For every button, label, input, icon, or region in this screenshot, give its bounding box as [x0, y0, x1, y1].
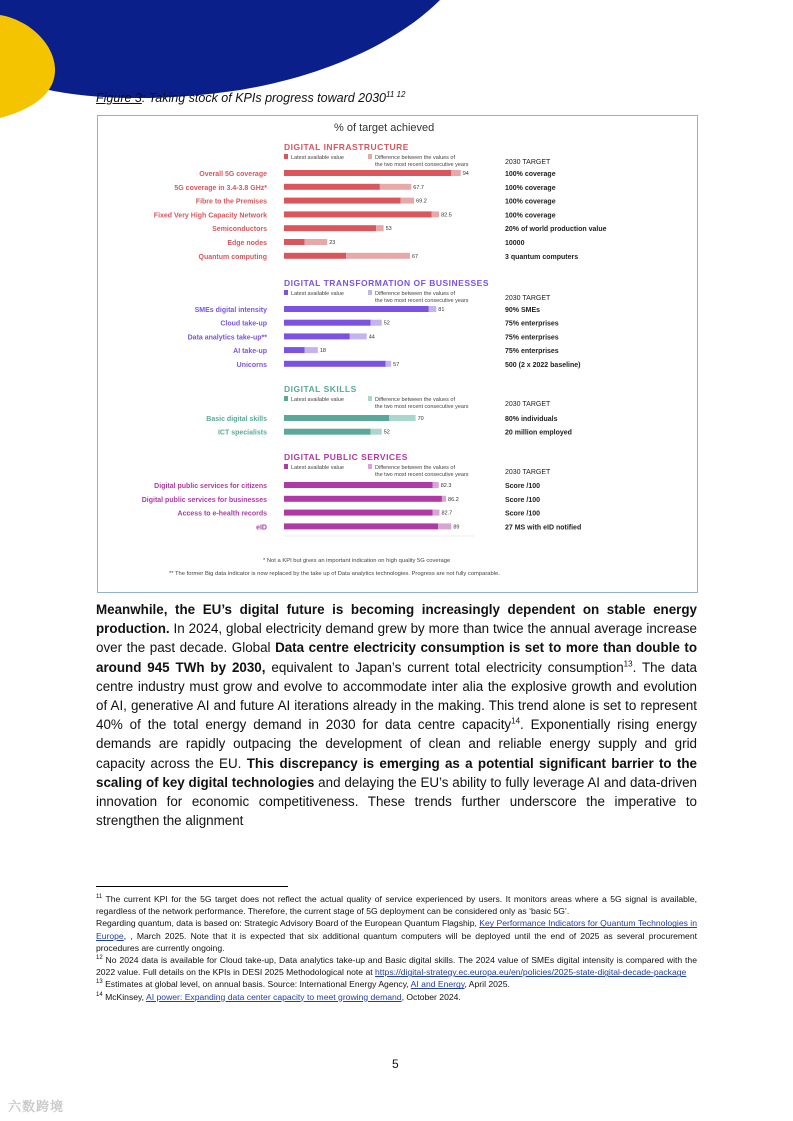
- kpi-chart: [97, 115, 698, 593]
- bar-diff: [438, 523, 451, 529]
- body-paragraph: [96, 600, 697, 830]
- target-value: 500 (2 x 2022 baseline): [505, 361, 581, 369]
- legend-diff-label-2: the two most recent consecutive years: [375, 162, 469, 168]
- bar-diff: [432, 211, 440, 217]
- row-label: Data analytics take-up**: [187, 334, 267, 342]
- row-label: Fixed Very High Capacity Network: [153, 212, 267, 220]
- row-label: Semiconductors: [212, 226, 267, 234]
- target-header: 2030 TARGET: [505, 469, 551, 476]
- value-label: 82.5: [441, 212, 452, 219]
- ref-14: 14: [511, 716, 521, 726]
- legend-diff-swatch: [368, 464, 372, 469]
- fn13-text-a: Estimates at global level, on annual basis. Source: International Energy Agency,: [102, 979, 411, 990]
- bar-latest: [284, 184, 380, 190]
- bar-latest: [284, 510, 433, 516]
- legend-latest-label: Latest available value: [291, 465, 344, 471]
- value-label: 18: [319, 348, 326, 355]
- fn12-num: 12: [96, 955, 103, 962]
- bar-diff: [305, 239, 328, 245]
- target-value: 3 quantum computers: [505, 253, 579, 261]
- value-label: 89: [453, 524, 460, 531]
- section-title: DIGITAL INFRASTRUCTURE: [284, 142, 409, 152]
- legend-latest-swatch: [284, 290, 288, 295]
- target-value: Score /100: [505, 483, 541, 490]
- legend-diff-label-2: the two most recent consecutive years: [375, 404, 469, 410]
- target-header: 2030 TARGET: [505, 295, 551, 302]
- row-label: Quantum computing: [198, 253, 267, 261]
- fn14-text-b: , October 2024.: [401, 991, 461, 1002]
- target-value: 10000: [505, 240, 525, 247]
- figure-refs: 11 12: [385, 90, 406, 99]
- target-value: 75% enterprises: [505, 320, 559, 328]
- bar-diff: [451, 170, 460, 176]
- fn11-text-a: The current KPI for the 5G target does not reflect the actual quality of service experienced by users. It monitors areas where a 5G signal is available, regardless of the network performance. Therefore, the current stage of 5G deployment can be considered only as ‘basic 5G’.: [96, 894, 697, 917]
- target-header: 2030 TARGET: [505, 159, 551, 166]
- value-label: 67.7: [413, 184, 424, 191]
- footnote-11: [96, 893, 697, 917]
- chart-title: % of target achieved: [334, 122, 435, 134]
- figure-caption: [96, 90, 405, 105]
- bar-latest: [284, 496, 442, 502]
- bar-latest: [284, 347, 305, 353]
- legend-latest-swatch: [284, 396, 288, 401]
- bar-latest: [284, 239, 305, 245]
- chart-note-2: ** The former Big data indicator is now replaced by the take up of Data analytics technologies. Progress are not fully comparable.: [169, 571, 500, 577]
- footnote-12: [96, 954, 697, 978]
- value-label: 81: [438, 307, 445, 313]
- section-title: DIGITAL SKILLS: [284, 384, 357, 394]
- bar-diff: [433, 510, 440, 516]
- header-decoration: [0, 0, 793, 130]
- ref-13: 13: [623, 659, 633, 669]
- row-label: Cloud take-up: [220, 320, 267, 328]
- bar-latest: [284, 306, 429, 312]
- row-label: ICT specialists: [217, 429, 267, 437]
- p1-e: and delaying the EU’s ability to fully leverage AI and data-driven innovation for economic competitiveness. These trends further underscore the imperative to strengthen the alignment: [96, 774, 697, 829]
- target-value: 75% enterprises: [505, 334, 559, 342]
- fn11-link[interactable]: Key Performance Indicators for Quantum Technologies in Europe: [96, 918, 697, 941]
- row-label: Fibre to the Premises: [195, 198, 267, 206]
- legend-diff-label-2: the two most recent consecutive years: [375, 298, 469, 304]
- bar-latest: [284, 333, 350, 339]
- value-label: 86.2: [448, 496, 459, 503]
- p1-c: . The data centre industry must grow and evolve to accommodate inter alia the explosive growth and evolution of AI, generative AI and future AI iterations already in the making. This trend alone is set to represent 40% of the total energy demand in 2030 for data centre capacity: [96, 659, 698, 733]
- p1-a: In 2024, global electricity demand grew by more than twice the annual average increase over the past decade. Global: [96, 621, 697, 656]
- value-label: 67: [411, 253, 419, 260]
- legend-diff-label: Difference between the values of: [375, 155, 456, 161]
- legend-latest-swatch: [284, 464, 288, 469]
- bar-latest: [284, 482, 433, 488]
- target-value: 80% individuals: [505, 416, 558, 423]
- bar-latest: [284, 225, 376, 231]
- footnote-11-b: [96, 917, 697, 954]
- p1-bold3: This discrepancy is emerging as a potential significant barrier to the scaling of key digital technologies: [96, 755, 697, 790]
- bar-latest: [284, 211, 432, 217]
- target-value: 27 MS with eID notified: [505, 524, 582, 532]
- bar-latest: [284, 320, 370, 326]
- row-label: 5G coverage in 3.4-3.8 GHz*: [174, 184, 267, 192]
- bar-latest: [284, 523, 438, 529]
- target-value: Score /100: [505, 510, 541, 518]
- value-label: 44: [368, 334, 375, 341]
- bar-latest: [284, 253, 346, 259]
- value-label: 70: [417, 416, 424, 422]
- figure-label: Figure 3: [96, 91, 142, 106]
- value-label: 23: [329, 240, 336, 246]
- bar-diff: [429, 306, 437, 312]
- row-label: Digital public services for citizens: [154, 483, 267, 490]
- row-label: AI take-up: [233, 348, 267, 356]
- row-label: Basic digital skills: [206, 416, 267, 423]
- legend-diff-label: Difference between the values of: [375, 465, 456, 471]
- section-title: DIGITAL PUBLIC SERVICES: [284, 452, 408, 462]
- bar-diff: [433, 482, 439, 488]
- footnote-rule: [96, 886, 288, 887]
- bar-latest: [284, 361, 386, 367]
- page-number: 5: [392, 1057, 399, 1071]
- fn14-text-a: McKinsey,: [102, 991, 146, 1002]
- legend-diff-label: Difference between the values of: [375, 397, 456, 403]
- target-value: 90% SMEs: [505, 307, 541, 314]
- fn14-link[interactable]: AI power: Expanding data center capacity to meet growing demand: [146, 991, 402, 1002]
- p1-d: . Exponentially rising energy demands are rapidly outpacing the development of clean and reliable energy supply and grid capacity across the EU.: [96, 717, 697, 771]
- legend-diff-label: Difference between the values of: [375, 291, 456, 297]
- value-label: 82.7: [441, 510, 453, 517]
- target-value: 100% coverage: [505, 171, 556, 178]
- bar-diff: [442, 496, 446, 502]
- legend-latest-label: Latest available value: [291, 291, 344, 297]
- legend-latest-swatch: [284, 154, 288, 159]
- kpi-chart-svg: [98, 116, 697, 592]
- bar-diff: [305, 347, 318, 353]
- target-header: 2030 TARGET: [505, 401, 551, 408]
- fn13-num: 13: [96, 979, 103, 986]
- bar-diff: [386, 361, 392, 367]
- value-label: 52: [383, 320, 390, 327]
- row-label: Overall 5G coverage: [199, 171, 267, 178]
- value-label: 53: [385, 226, 392, 233]
- fn12-text: No 2024 data is available for Cloud take-up, Data analytics take-up and Basic digital skills. The 2024 value of SMEs digital intensity is compared with the 2022 value. Full details on the KPIs in DESI 2025 Methodological note at: [96, 955, 697, 978]
- legend-diff-swatch: [368, 290, 372, 295]
- row-label: Digital public services for businesses: [141, 496, 267, 504]
- footnote-13: [96, 978, 697, 990]
- legend-diff-swatch: [368, 154, 372, 159]
- bar-diff: [401, 198, 415, 204]
- target-value: 100% coverage: [505, 184, 556, 192]
- legend-diff-swatch: [368, 396, 372, 401]
- row-label: Unicorns: [236, 361, 267, 369]
- bar-diff: [346, 253, 410, 259]
- blue-wave-shape: [0, 0, 440, 98]
- bar-latest: [284, 429, 370, 435]
- chart-note-1: * Not a KPI but gives an important indication on high quality 5G coverage: [263, 558, 451, 564]
- p1-bold: Meanwhile, the EU’s digital future is becoming increasingly dependent on stable energy production.: [96, 602, 697, 637]
- bar-diff: [380, 184, 411, 190]
- target-value: 100% coverage: [505, 212, 556, 220]
- fn14-num: 14: [96, 991, 103, 998]
- bar-latest: [284, 415, 389, 421]
- legend-latest-label: Latest available value: [291, 155, 344, 161]
- legend-latest-label: Latest available value: [291, 397, 344, 403]
- figure-caption-text: : Taking stock of KPIs progress toward 2030: [141, 91, 386, 106]
- value-label: 57: [393, 361, 400, 368]
- target-value: 20% of world production value: [505, 226, 607, 234]
- target-value: 20 million employed: [505, 429, 572, 437]
- fn13-link[interactable]: AI and Energy: [410, 979, 465, 990]
- fn11-num: 11: [96, 894, 103, 901]
- bar-diff: [370, 429, 381, 435]
- row-label: Edge nodes: [227, 240, 267, 247]
- fn11-text-c: , , March 2025. Note that it is expected that six additional quantum computers will be deployed until the end of 2025 as several procurement procedures are currently ongoing.: [96, 930, 697, 953]
- fn11-text-b: Regarding quantum, data is based on: Strategic Advisory Board of the European Quantum Flagship,: [96, 918, 480, 929]
- bar-diff: [350, 333, 367, 339]
- p1-bold2: Data centre electricity consumption is set to more than double to around 945 TWh by 2030,: [96, 640, 697, 675]
- watermark: 六数跨境: [8, 1099, 65, 1114]
- legend-diff-label-2: the two most recent consecutive years: [375, 472, 469, 478]
- bar-diff: [376, 225, 384, 231]
- value-label: 82.3: [440, 483, 452, 489]
- value-label: 69.2: [416, 198, 427, 205]
- target-value: 75% enterprises: [505, 348, 559, 356]
- value-label: 52: [383, 429, 390, 436]
- row-label: Access to e-health records: [177, 510, 267, 518]
- p1-b: equivalent to Japan’s current total electricity consumption: [265, 659, 624, 675]
- fn12-link[interactable]: https://digital-strategy.ec.europa.eu/en/policies/2025-state-digital-decade-package: [375, 967, 687, 978]
- bar-latest: [284, 198, 401, 204]
- target-value: 100% coverage: [505, 198, 556, 206]
- bar-diff: [389, 415, 415, 421]
- fn13-text-b: , April 2025.: [464, 979, 510, 990]
- section-title: DIGITAL TRANSFORMATION OF BUSINESSES: [284, 278, 490, 288]
- footnotes: [96, 893, 697, 1003]
- row-label: SMEs digital intensity: [194, 307, 267, 314]
- bar-latest: [284, 170, 451, 176]
- value-label: 94: [462, 171, 469, 177]
- row-label: eID: [256, 524, 267, 532]
- footnote-14: [96, 991, 697, 1003]
- bar-diff: [370, 320, 381, 326]
- target-value: Score /100: [505, 496, 541, 504]
